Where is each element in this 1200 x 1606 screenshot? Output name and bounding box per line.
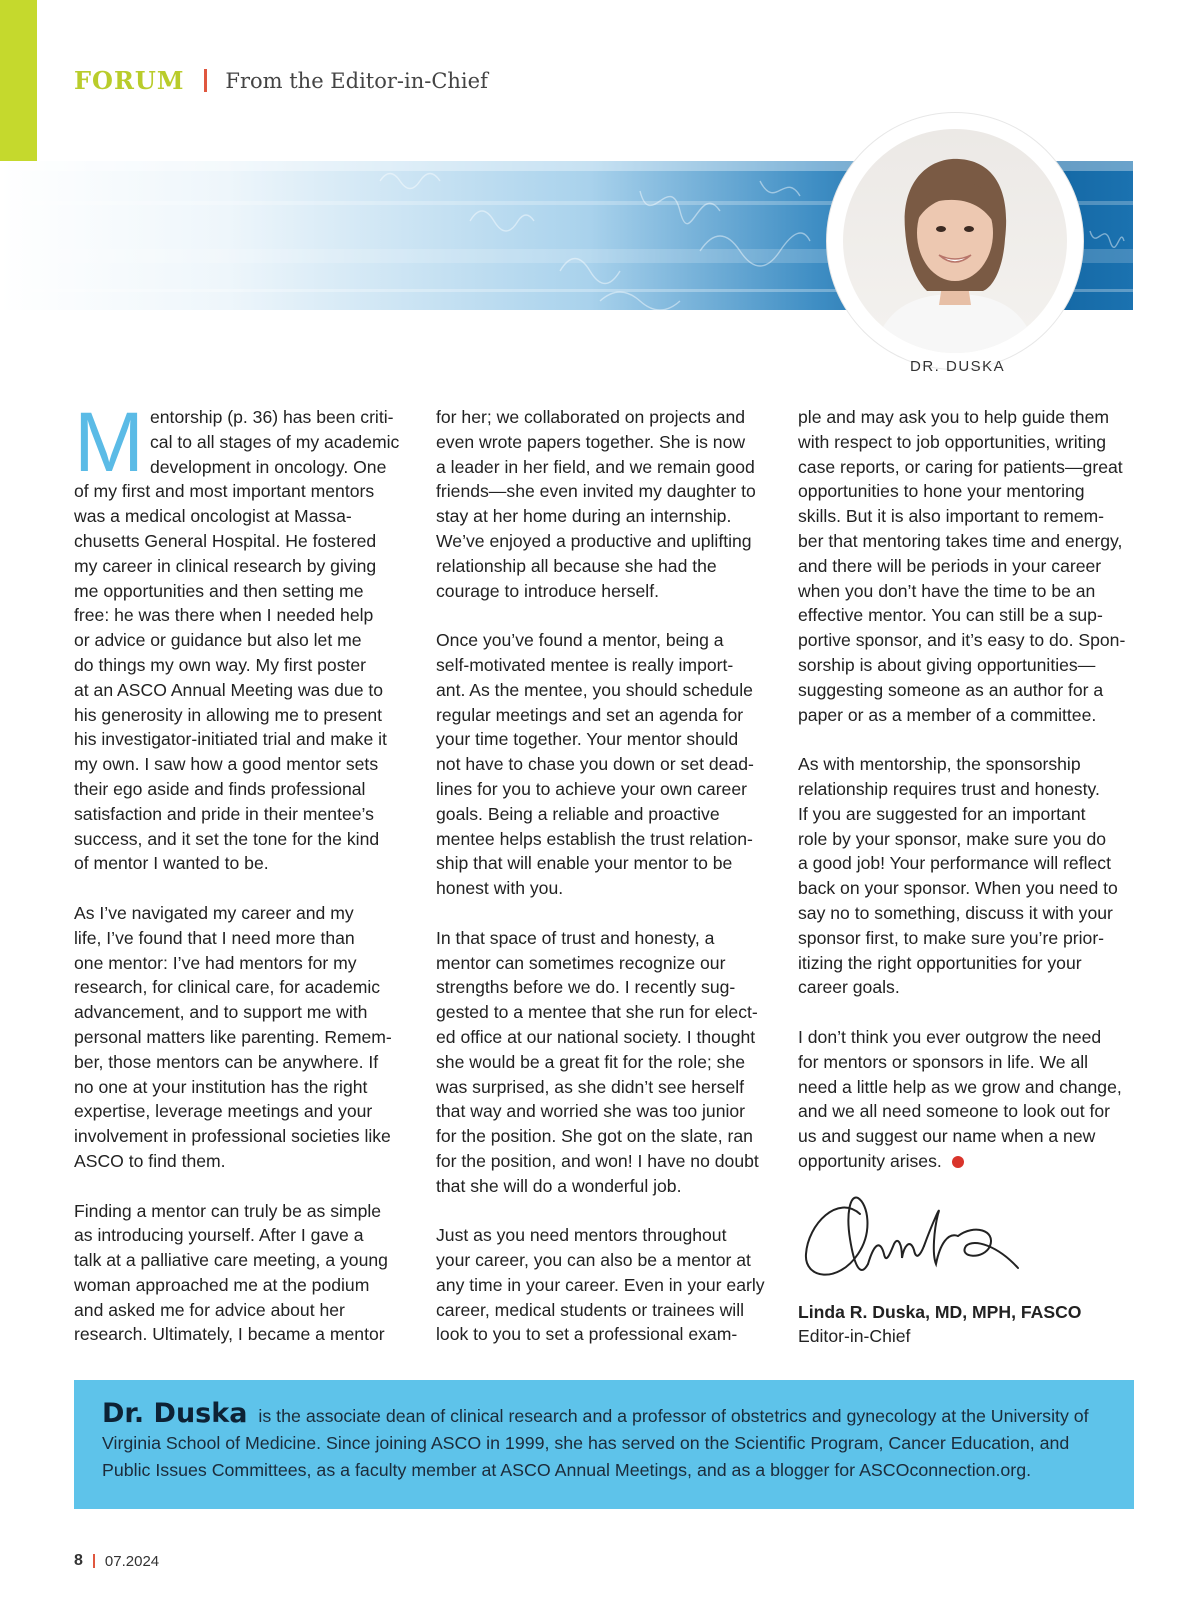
paragraph (798, 1025, 1138, 1174)
handwritten-signature (798, 1184, 1038, 1294)
page-footer (74, 1552, 159, 1570)
end-mark-icon (952, 1156, 964, 1168)
paragraph: ple and may ask you to help guide them with respect to job opportunities, writing case reports, or caring for patients—great opportunities to hone your mentoring skills. But it is also important to remem- ber that mentoring takes time and energy, and there will be periods in your career when you don’t have the time to be an effective mentor. You can still be a sup- portive sponsor, and it’s easy to do. Spon- sorship is about giving opportunities— suggesting someone as an author for a paper or as a member of a committee. (798, 407, 1126, 725)
paragraph: Just as you need mentors throughout your career, you can also be a mentor at any time in your career. Even in your early career, medical students or trainees will look to you to set a professional exam- (436, 1225, 765, 1345)
accent-bar (0, 0, 37, 161)
portrait-caption: DR. DUSKA (910, 358, 1006, 375)
footer-divider (93, 1554, 95, 1568)
paragraph-text: entorship (p. 36) has been criti- cal to all stages of my academic development in oncology. One of my first and most important mentors was a medical oncologist at Massa- chusetts General Hospital. He fostered my career in clinical research by giving me opportunities and then setting me free: he was there when I needed help or advice or guidance but also let me do things my own way. My first poster at an ASCO Annual Meeting was due to his generosity in allowing me to present his investigator-initiated trial and make it my own. I saw how a good mentor sets their ego aside and finds professional satisfaction and pride in their mentee’s success, and it set the tone for the kind of mentor I wanted to be. (74, 407, 400, 874)
page-header (74, 66, 488, 95)
paragraph: As with mentorship, the sponsorship relationship requires trust and honesty. If you are suggested for an important role by your sponsor, make sure you do a good job! Your performance will reflect back on your sponsor. When you need to say no to something, discuss it with your sponsor first, to make sure you’re prior- itizing the right opportunities for your career goals. (798, 754, 1118, 998)
paragraph: Finding a mentor can truly be as simple as introducing yourself. After I gave a talk at a palliative care meeting, a young woman approached me at the podium and asked me for advice about her research. Ultimately, I became a mentor (74, 1200, 388, 1345)
author-bio-box (74, 1380, 1134, 1509)
article-column-2 (436, 405, 781, 1372)
article-column-3 (798, 405, 1138, 1199)
paragraph: Once you’ve found a mentor, being a self-motivated mentee is really import- ant. As the mentee, you should schedule regular meetings and set an agenda for your time together. Your mentor should not have to chase you down or set dead- lines for you to achieve your own career goals. Being a reliable and proactive mentee helps establish the trust relation- ship that will enable your mentor to be honest with you. (436, 630, 754, 899)
bio-name: Dr. Duska (102, 1398, 248, 1429)
article-column-1 (74, 395, 419, 1372)
author-name: Linda R. Duska, MD, MPH, FASCO (798, 1302, 1082, 1322)
paragraph: As I’ve navigated my career and my life, I’ve found that I need more than one mentor: I’ve had mentors for my research, for clinical care, for academic advancement, and to support me with personal matters like parenting. Remem- ber, those mentors can be anywhere. If no one at your institution has the right expertise, leverage meetings and your involvement in professional societies like ASCO to find them. (74, 902, 392, 1171)
author-title: Editor-in-Chief (798, 1326, 911, 1346)
subsection-title: From the Editor-in-Chief (225, 68, 488, 93)
issue-date: 07.2024 (104, 1552, 160, 1570)
paragraph: In that space of trust and honesty, a mentor can sometimes recognize our strengths before we do. I recently sug- gested to a mentee that she run for elect- ed office at our national society. I thought she would be a great fit for the role; she was surprised, as she didn’t see herself that way and worried she was too junior for the position. She got on the slate, ran for the position, and won! I have no doubt that she will do a wonderful job. (436, 927, 759, 1196)
section-label: FORUM (74, 66, 185, 95)
author-portrait-photo (843, 129, 1067, 353)
header-divider (204, 69, 207, 92)
paragraph-text: I don’t think you ever outgrow the need for mentors or sponsors in life. We all need a little help as we grow and change, and we all need someone to look out for us and suggest our name when a new opportunity arises. (798, 1026, 1122, 1171)
page-number: 8 (74, 1552, 83, 1569)
bio-text: is the associate dean of clinical research and a professor of obstetrics and gynecology at the University of Virginia School of Medicine. Since joining ASCO in 1999, she has served on the Scientific Program, Cancer Education, and Public Issues Committees, as a faculty member at ASCO Annual Meetings, and as a blogger for ASCOconnection.org. (102, 1406, 1089, 1480)
paragraph (74, 395, 419, 876)
drop-cap: M (74, 395, 144, 489)
paragraph: for her; we collaborated on projects and even wrote papers together. She is now a leader in her field, and we remain good friends—she even invited my daughter to stay at her home during an internship. We’ve enjoyed a productive and uplifting relationship all because she had the courage to introduce herself. (436, 407, 756, 601)
